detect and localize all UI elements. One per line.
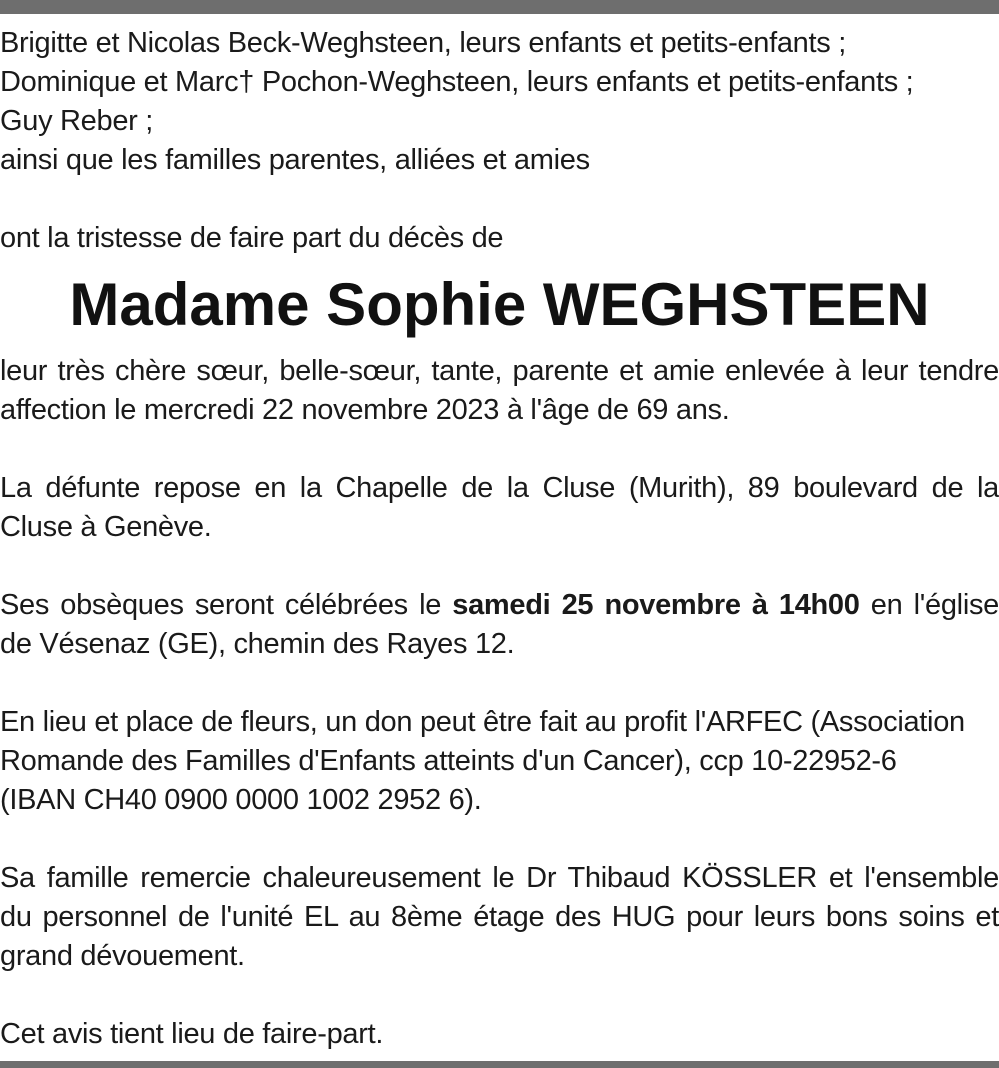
spacer bbox=[0, 664, 999, 703]
spacer bbox=[0, 820, 999, 859]
family-line: Dominique et Marc† Pochon-Weghsteen, leurs enfants et petits-enfants ; bbox=[0, 66, 914, 98]
deceased-name: Madame Sophie WEGHSTEEN bbox=[69, 271, 930, 338]
death-notice bbox=[0, 24, 999, 1054]
closing-text: Cet avis tient lieu de faire-part. bbox=[0, 1018, 384, 1050]
family-line: Brigitte et Nicolas Beck-Weghsteen, leurs enfants et petits-enfants ; bbox=[0, 27, 846, 59]
bottom-divider bbox=[0, 1061, 999, 1068]
family-line: ainsi que les familles parentes, alliées et amies bbox=[0, 144, 590, 176]
donation-line: Romande des Familles d'Enfants atteints d'un Cancer), ccp 10-22952-6 bbox=[0, 745, 897, 777]
funeral-date-time: samedi 25 novembre à 14h00 bbox=[452, 589, 860, 621]
donation-line: En lieu et place de fleurs, un don peut être fait au profit l'ARFEC (Association bbox=[0, 706, 965, 738]
donation-line: (IBAN CH40 0900 0000 1002 2952 6). bbox=[0, 784, 482, 816]
funeral-text-after: en l'église de Vésenaz (GE), chemin des Rayes 12. bbox=[0, 589, 999, 660]
top-divider bbox=[0, 0, 999, 14]
spacer bbox=[0, 430, 999, 469]
thanks-paragraph: Sa famille remercie chaleureusement le Dr Thibaud KÖSSLER et l'ensemble du personnel de l'unité EL au 8ème étage des HUG pour leurs bons soins et grand dévouement. bbox=[0, 862, 999, 972]
spacer bbox=[0, 976, 999, 1015]
tribute-paragraph: leur très chère sœur, belle-sœur, tante, parente et amie enlevée à leur tendre affection le mercredi 22 novembre 2023 à l'âge de 69 ans. bbox=[0, 355, 999, 426]
family-line: Guy Reber ; bbox=[0, 105, 154, 137]
announcement-text: ont la tristesse de faire part du décès de bbox=[0, 222, 504, 254]
funeral-text-before: Ses obsèques seront célébrées le bbox=[0, 589, 453, 621]
funeral-paragraph bbox=[0, 586, 999, 664]
spacer bbox=[0, 180, 999, 219]
spacer bbox=[0, 547, 999, 586]
repose-paragraph: La défunte repose en la Chapelle de la Cluse (Murith), 89 boulevard de la Cluse à Genève. bbox=[0, 472, 999, 543]
